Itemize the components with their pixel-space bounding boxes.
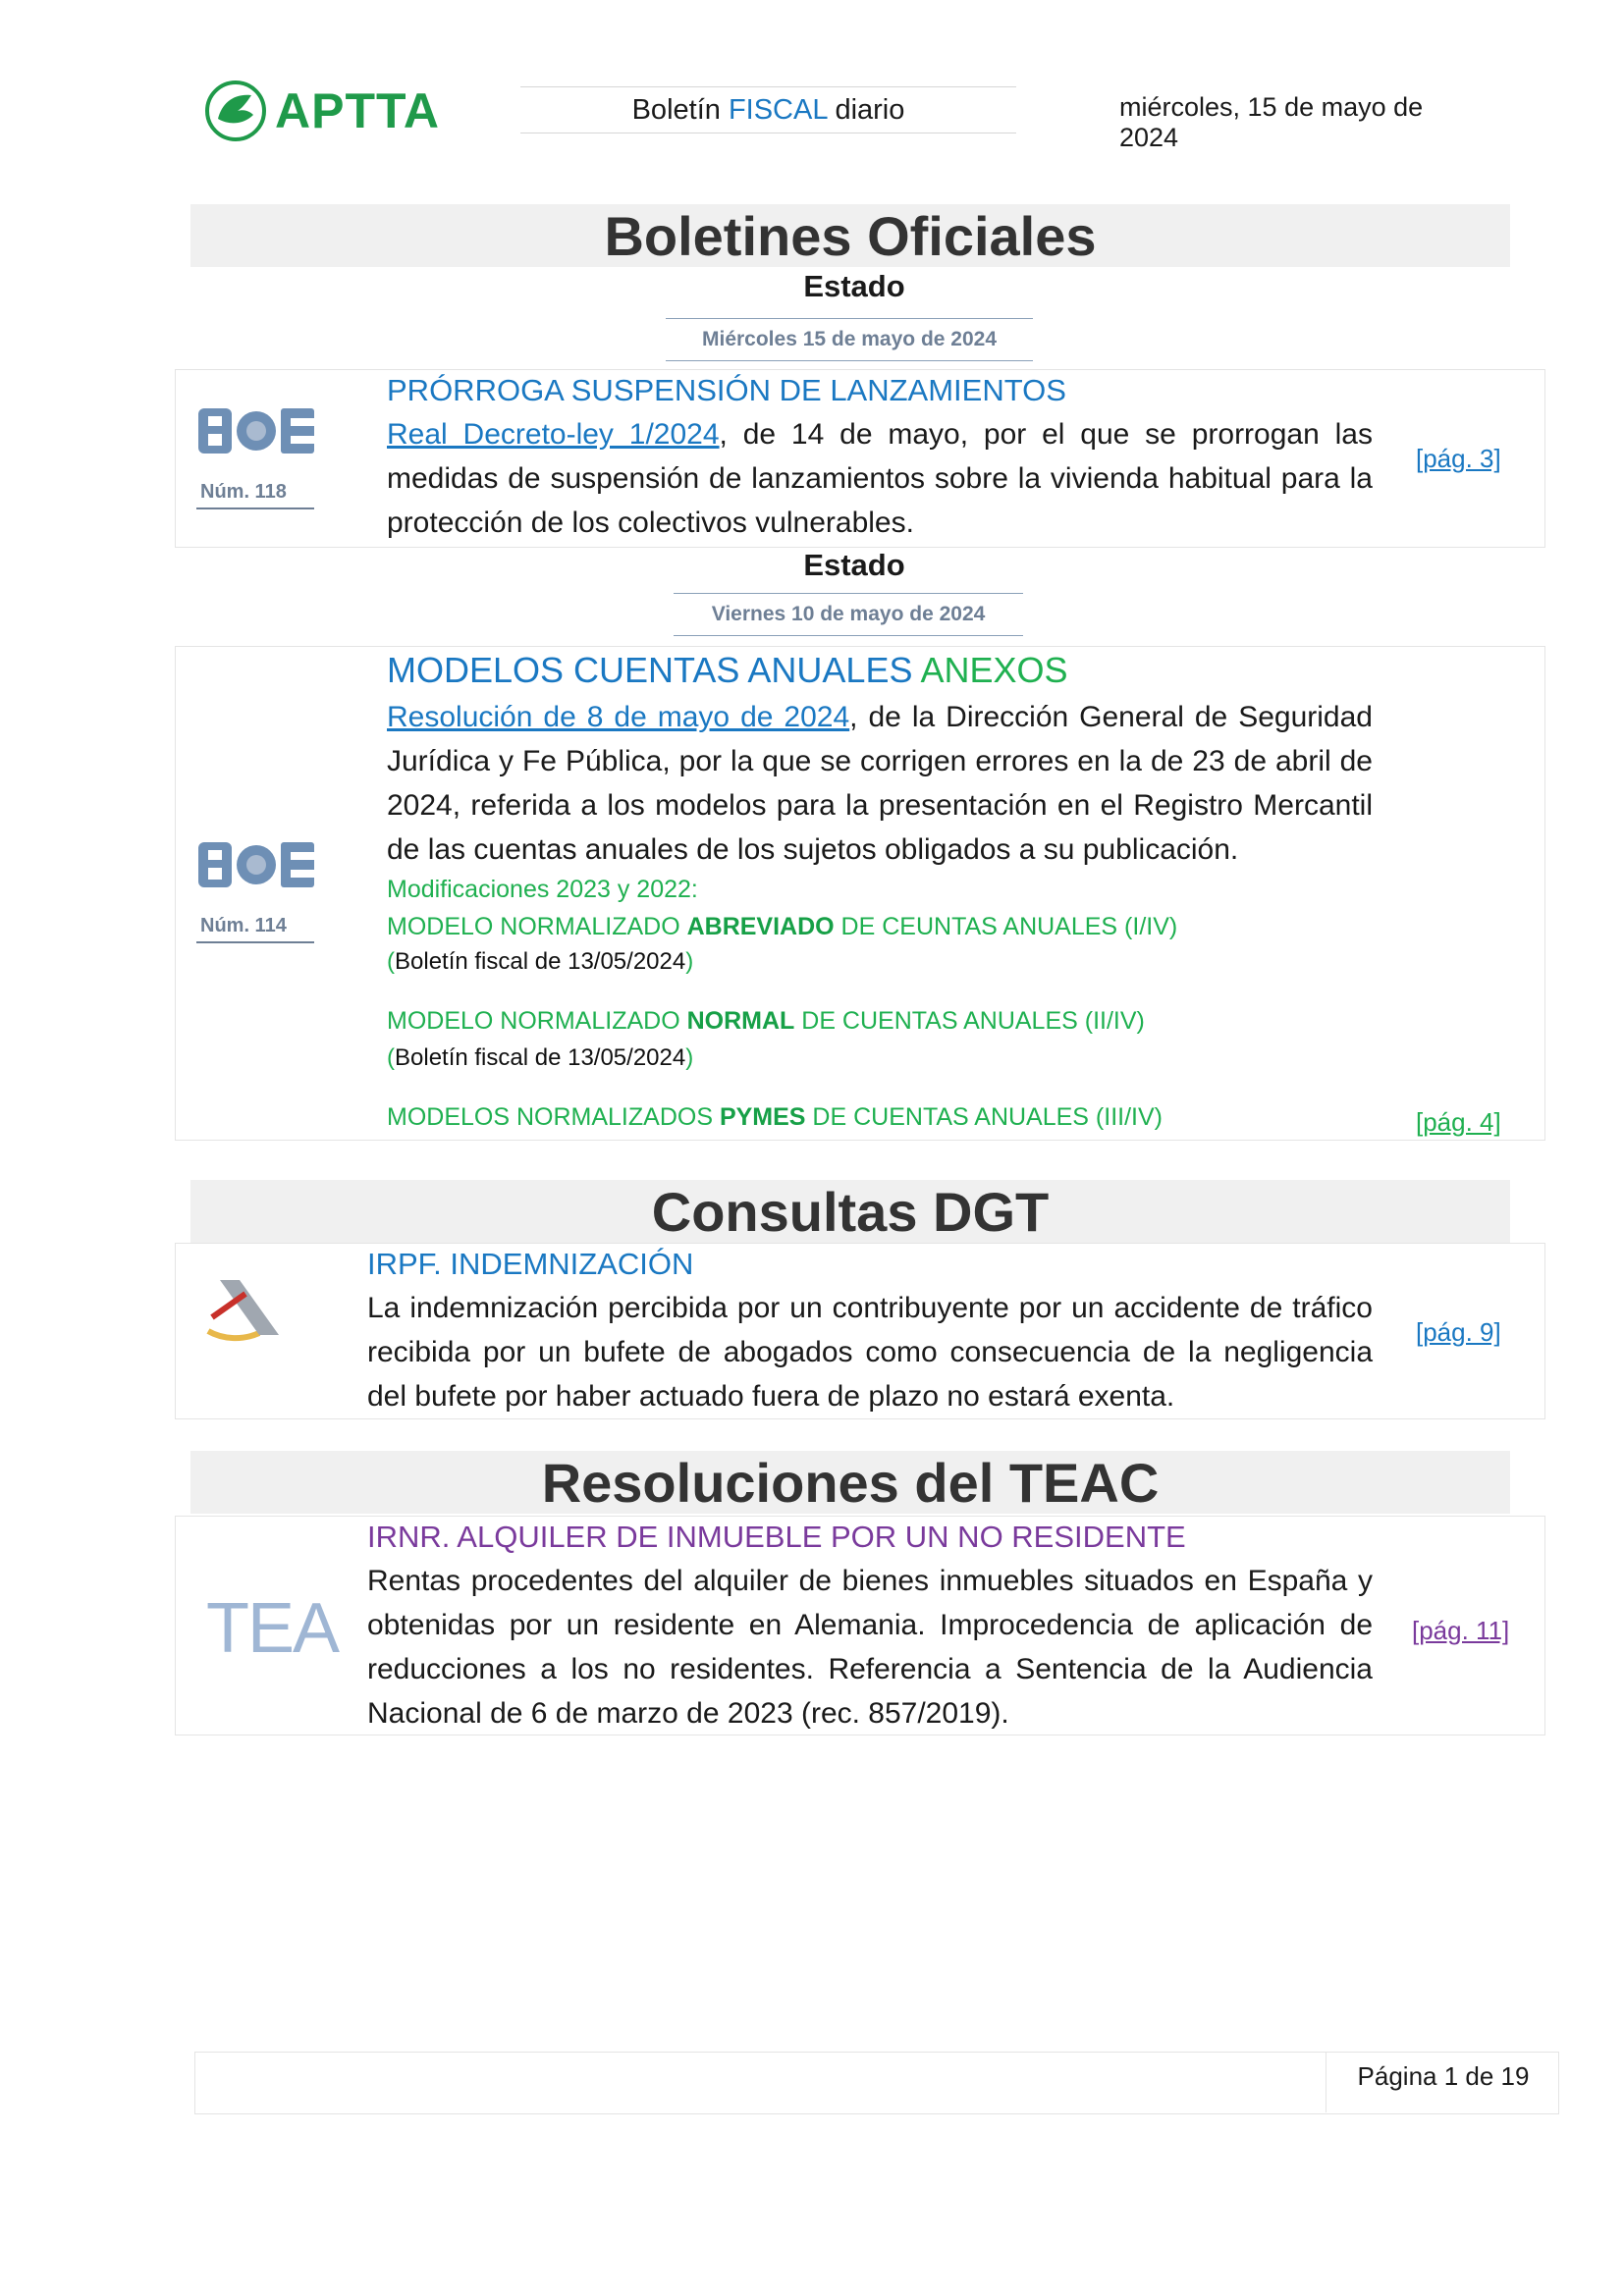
boe2-title-green: ANEXOS (920, 650, 1068, 690)
boe1-body (387, 412, 1373, 545)
model3-prefix: MODELOS NORMALIZADOS (387, 1103, 720, 1131)
model-normal (387, 1007, 1145, 1036)
model2-suffix: DE CUENTAS ANUALES (II/IV) (794, 1007, 1145, 1035)
boe2-body-text: , de la Dirección General de Seguridad Jurídica y Fe Pública, por la que se corrigen errores en la de 23 de abril de 2024, referida a los modelos para la presentación en el Registro Mercantil de las cuentas anuales de los sujetos obligados a su publicación. (387, 701, 1373, 866)
agencia-tributaria-icon (202, 1272, 287, 1347)
logo-text: APTTA (275, 83, 440, 138)
page-number: Página 1 de 19 (1357, 2061, 1530, 2091)
model-pymes (387, 1103, 1163, 1132)
model1-bold: ABREVIADO (686, 913, 835, 940)
agencia-tributaria-logo (202, 1272, 287, 1352)
boe-num-1: Núm. 118 (196, 481, 314, 509)
boe1-body-text: , de 14 de mayo, por el que se prorrogan las medidas de suspensión de lanzamientos sobre la vivienda habitual para la protección de los colectivos vulnerables. (387, 418, 1373, 539)
dgt-page-link[interactable]: [pág. 9] (1416, 1317, 1501, 1347)
teac-body: Rentas procedentes del alquiler de bienes inmuebles situados en España y obtenidas por un residente en Alemania. Improcedencia de aplicación de reducciones a los no residentes. Referencia a Sentencia de la Audiencia Nacional de 6 de marzo de 2023 (rec. 857/2019). (367, 1565, 1373, 1730)
ref2-text: Boletín fiscal de 13/05/2024 (395, 1044, 686, 1071)
model-abreviado (387, 913, 1177, 941)
model3-suffix: DE CUENTAS ANUALES (III/IV) (805, 1103, 1163, 1131)
boe1-link[interactable]: Real Decreto-ley 1/2024 (387, 418, 720, 451)
boe1-page-link[interactable]: [pág. 3] (1416, 444, 1501, 473)
boe-icon (196, 406, 316, 455)
boe-logo-1 (196, 406, 316, 460)
estado-label-2: Estado (803, 548, 905, 582)
boe2-body (387, 695, 1373, 872)
tea-logo-text: TEA (206, 1589, 339, 1668)
boe2-page-link[interactable]: [pág. 4] (1416, 1107, 1501, 1137)
section-banner-consultas (190, 1180, 1510, 1243)
section-title-consultas: Consultas DGT (651, 1181, 1050, 1243)
section-banner-boletines (190, 204, 1510, 267)
boe-icon (196, 840, 316, 889)
boe1-date: Miércoles 15 de mayo de 2024 (666, 318, 1033, 361)
boe2-date: Viernes 10 de mayo de 2024 (674, 593, 1023, 636)
model2-bold: NORMAL (686, 1007, 795, 1035)
ref1: (Boletín fiscal de 13/05/2024) (387, 948, 694, 975)
estado-label-1: Estado (803, 269, 905, 303)
dgt-body: La indemnización percibida por un contribuyente por un accidente de tráfico recibida por un bufete de abogados como consecuencia de la negligencia del bufete por haber actuado fuera de plazo no estará exenta. (367, 1292, 1373, 1413)
aptta-leaf-icon (204, 80, 267, 142)
model1-suffix: DE CEUNTAS ANUALES (I/IV) (834, 913, 1178, 940)
ref1-text: Boletín fiscal de 13/05/2024 (395, 948, 686, 975)
model1-prefix: MODELO NORMALIZADO (387, 913, 687, 940)
model3-bold: PYMES (719, 1103, 806, 1131)
section-title-teac: Resoluciones del TEAC (541, 1452, 1160, 1514)
section-title-boletines: Boletines Oficiales (604, 205, 1097, 267)
boe2-link[interactable]: Resolución de 8 de mayo de 2024 (387, 701, 850, 733)
model2-prefix: MODELO NORMALIZADO (387, 1007, 687, 1035)
boe-num-2: Núm. 114 (196, 915, 314, 943)
boe2-title (387, 650, 1369, 691)
mods-label: Modificaciones 2023 y 2022: (387, 876, 698, 903)
bulletin-title (520, 86, 1016, 133)
section-banner-teac (190, 1451, 1510, 1514)
bulletin-suffix: diario (827, 94, 905, 126)
boe-logo-2 (196, 840, 316, 894)
aptta-logo (204, 77, 458, 145)
bulletin-fiscal: FISCAL (728, 94, 828, 126)
bulletin-prefix: Boletín (631, 94, 729, 126)
dgt-title: IRPF. INDEMNIZACIÓN (367, 1247, 694, 1281)
boe2-title-blue: MODELOS CUENTAS ANUALES (387, 650, 921, 690)
tea-logo (206, 1588, 338, 1669)
boe1-title: PRÓRROGA SUSPENSIÓN DE LANZAMIENTOS (387, 373, 1066, 407)
ref2: (Boletín fiscal de 13/05/2024) (387, 1044, 694, 1071)
teac-title: IRNR. ALQUILER DE INMUEBLE POR UN NO RESIDENTE (367, 1520, 1186, 1554)
teac-page-link[interactable]: [pág. 11] (1412, 1616, 1510, 1645)
header-date: miércoles, 15 de mayo de 2024 (1119, 92, 1424, 152)
